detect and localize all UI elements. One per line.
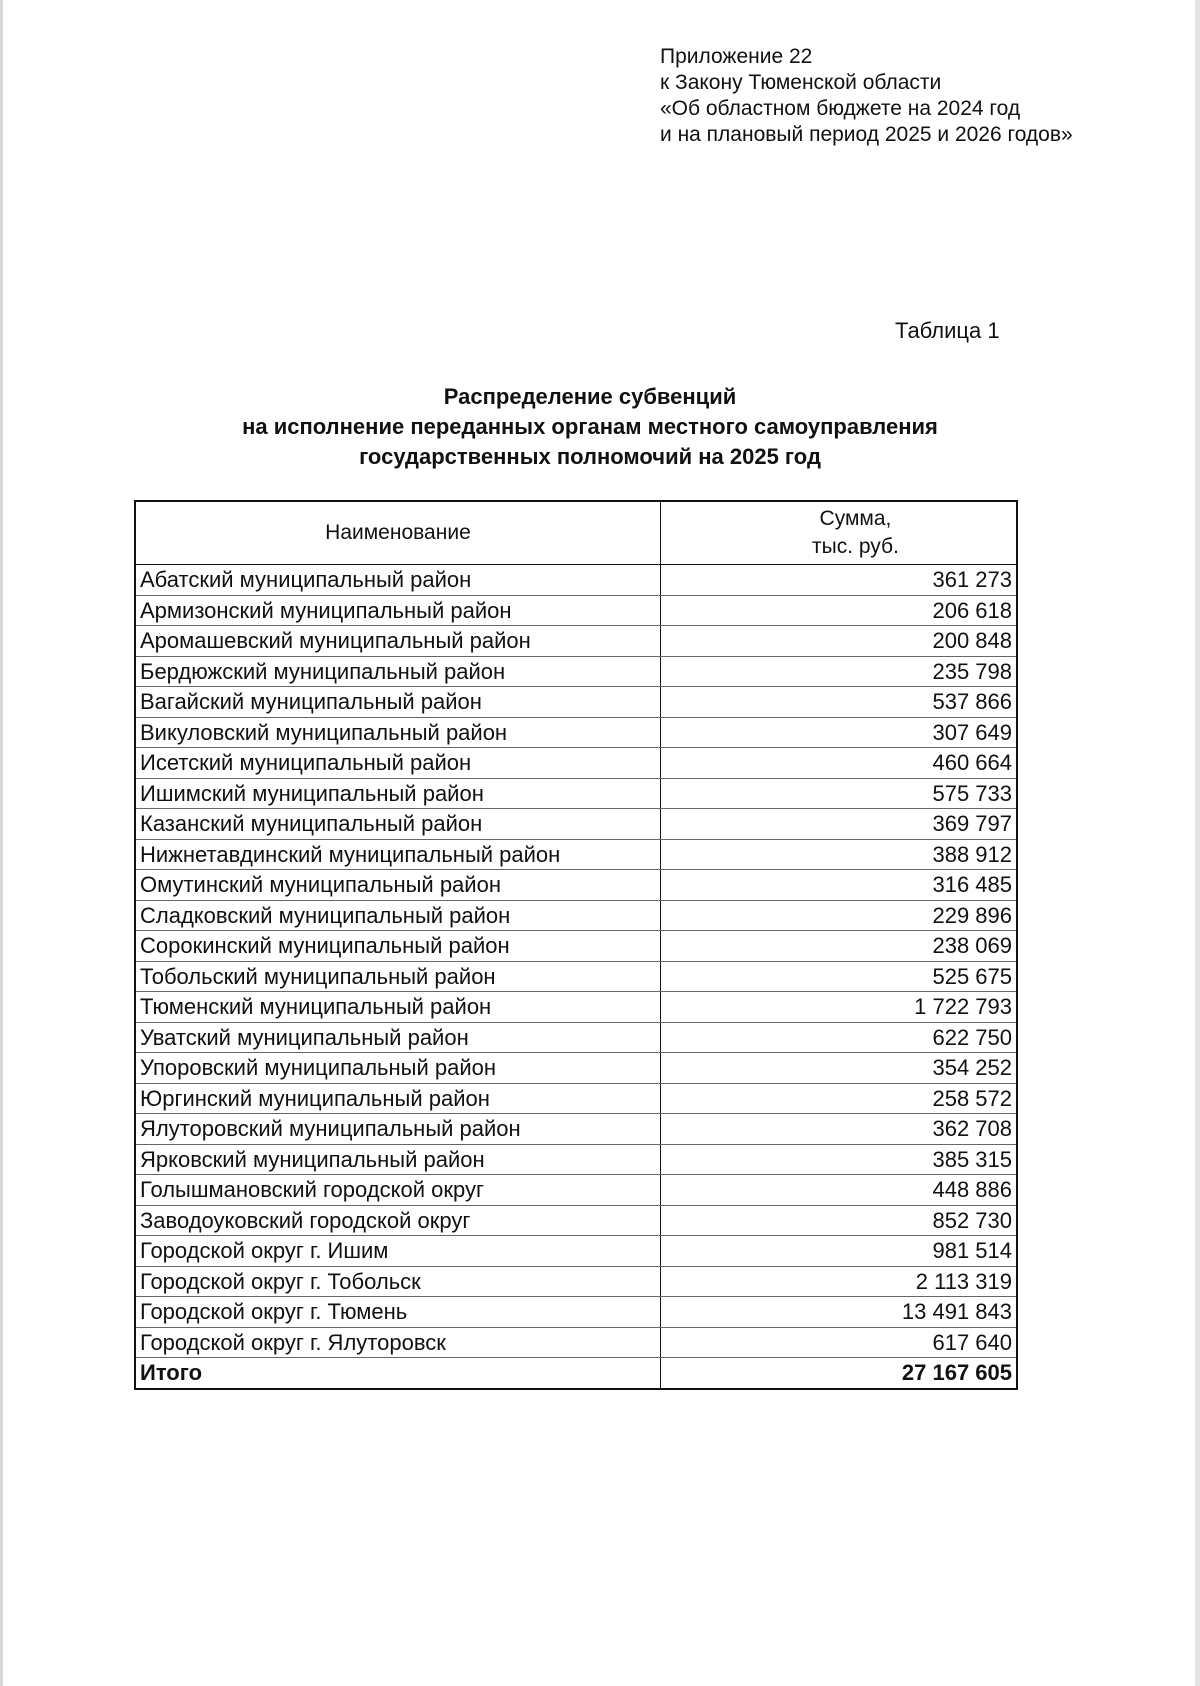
row-value: 369 797 (660, 809, 1017, 840)
row-value: 525 675 (660, 961, 1017, 992)
table-row (135, 1083, 1017, 1114)
row-value: 2 113 319 (660, 1266, 1017, 1297)
row-name: Городской округ г. Тобольск (135, 1266, 660, 1297)
row-value: 307 649 (660, 717, 1017, 748)
row-name: Ишимский муниципальный район (135, 778, 660, 809)
table-row (135, 1114, 1017, 1145)
table-row (135, 1327, 1017, 1358)
row-name: Заводоуковский городской округ (135, 1205, 660, 1236)
table-row (135, 748, 1017, 779)
row-name: Нижнетавдинский муниципальный район (135, 839, 660, 870)
table-total-row (135, 1358, 1017, 1389)
table-row (135, 1266, 1017, 1297)
appendix-line-1: Приложение 22 (660, 45, 813, 68)
row-value: 1 722 793 (660, 992, 1017, 1023)
table-row (135, 900, 1017, 931)
column-header-sum (660, 501, 1017, 565)
table-row (135, 839, 1017, 870)
row-value: 316 485 (660, 870, 1017, 901)
table-row (135, 1175, 1017, 1206)
row-value: 448 886 (660, 1175, 1017, 1206)
table-row (135, 931, 1017, 962)
row-value: 229 896 (660, 900, 1017, 931)
appendix-line-3: «Об областном бюджете на 2024 год (660, 97, 1021, 120)
table-row (135, 870, 1017, 901)
row-value: 852 730 (660, 1205, 1017, 1236)
row-name: Юргинский муниципальный район (135, 1083, 660, 1114)
subventions-table (134, 500, 1018, 1390)
table-row (135, 778, 1017, 809)
row-name: Бердюжский муниципальный район (135, 656, 660, 687)
total-label: Итого (135, 1358, 660, 1389)
row-name: Тобольский муниципальный район (135, 961, 660, 992)
row-name: Городской округ г. Ишим (135, 1236, 660, 1267)
table-row (135, 1144, 1017, 1175)
row-name: Уватский муниципальный район (135, 1022, 660, 1053)
table-row (135, 1297, 1017, 1328)
scan-edge-left (0, 0, 3, 1686)
title-line-1: Распределение субвенций (443, 384, 737, 409)
row-name: Казанский муниципальный район (135, 809, 660, 840)
scan-edge-right (1195, 0, 1200, 1686)
row-value: 361 273 (660, 565, 1017, 596)
row-name: Голышмановский городской округ (135, 1175, 660, 1206)
row-value: 354 252 (660, 1053, 1017, 1084)
title-line-2: на исполнение переданных органам местного самоуправления (242, 414, 938, 439)
row-value: 235 798 (660, 656, 1017, 687)
row-value: 460 664 (660, 748, 1017, 779)
row-value: 362 708 (660, 1114, 1017, 1145)
row-value: 13 491 843 (660, 1297, 1017, 1328)
table-row (135, 626, 1017, 657)
appendix-line-2: к Закону Тюменской области (660, 71, 942, 94)
column-header-name: Наименование (135, 501, 660, 565)
row-value: 238 069 (660, 931, 1017, 962)
row-value: 981 514 (660, 1236, 1017, 1267)
table-row (135, 1236, 1017, 1267)
row-value: 385 315 (660, 1144, 1017, 1175)
appendix-reference (660, 44, 1073, 148)
document-title (0, 382, 1180, 472)
table-row (135, 1053, 1017, 1084)
table-row (135, 992, 1017, 1023)
table-header-row (135, 501, 1017, 565)
total-value: 27 167 605 (660, 1358, 1017, 1389)
table-row (135, 809, 1017, 840)
row-value: 622 750 (660, 1022, 1017, 1053)
row-value: 575 733 (660, 778, 1017, 809)
row-value: 258 572 (660, 1083, 1017, 1114)
table-row (135, 1205, 1017, 1236)
row-name: Сладковский муниципальный район (135, 900, 660, 931)
row-name: Ялуторовский муниципальный район (135, 1114, 660, 1145)
table-row (135, 717, 1017, 748)
table-row (135, 656, 1017, 687)
table-row (135, 565, 1017, 596)
row-name: Исетский муниципальный район (135, 748, 660, 779)
row-name: Ярковский муниципальный район (135, 1144, 660, 1175)
row-name: Упоровский муниципальный район (135, 1053, 660, 1084)
table-row (135, 1022, 1017, 1053)
table-row (135, 687, 1017, 718)
column-header-sum-line-2: тыс. руб. (811, 535, 899, 558)
table-number-label: Таблица 1 (895, 318, 1000, 343)
title-line-3: государственных полномочий на 2025 год (359, 444, 821, 469)
column-header-sum-line-1: Сумма, (819, 507, 892, 530)
row-name: Городской округ г. Тюмень (135, 1297, 660, 1328)
table-row (135, 961, 1017, 992)
row-name: Аромашевский муниципальный район (135, 626, 660, 657)
row-value: 388 912 (660, 839, 1017, 870)
row-name: Сорокинский муниципальный район (135, 931, 660, 962)
row-name: Вагайский муниципальный район (135, 687, 660, 718)
row-value: 200 848 (660, 626, 1017, 657)
appendix-line-4: и на плановый период 2025 и 2026 годов» (660, 123, 1073, 146)
row-value: 617 640 (660, 1327, 1017, 1358)
row-value: 537 866 (660, 687, 1017, 718)
row-name: Абатский муниципальный район (135, 565, 660, 596)
table-row (135, 595, 1017, 626)
row-name: Армизонский муниципальный район (135, 595, 660, 626)
row-name: Тюменский муниципальный район (135, 992, 660, 1023)
row-name: Городской округ г. Ялуторовск (135, 1327, 660, 1358)
row-value: 206 618 (660, 595, 1017, 626)
row-name: Викуловский муниципальный район (135, 717, 660, 748)
row-name: Омутинский муниципальный район (135, 870, 660, 901)
